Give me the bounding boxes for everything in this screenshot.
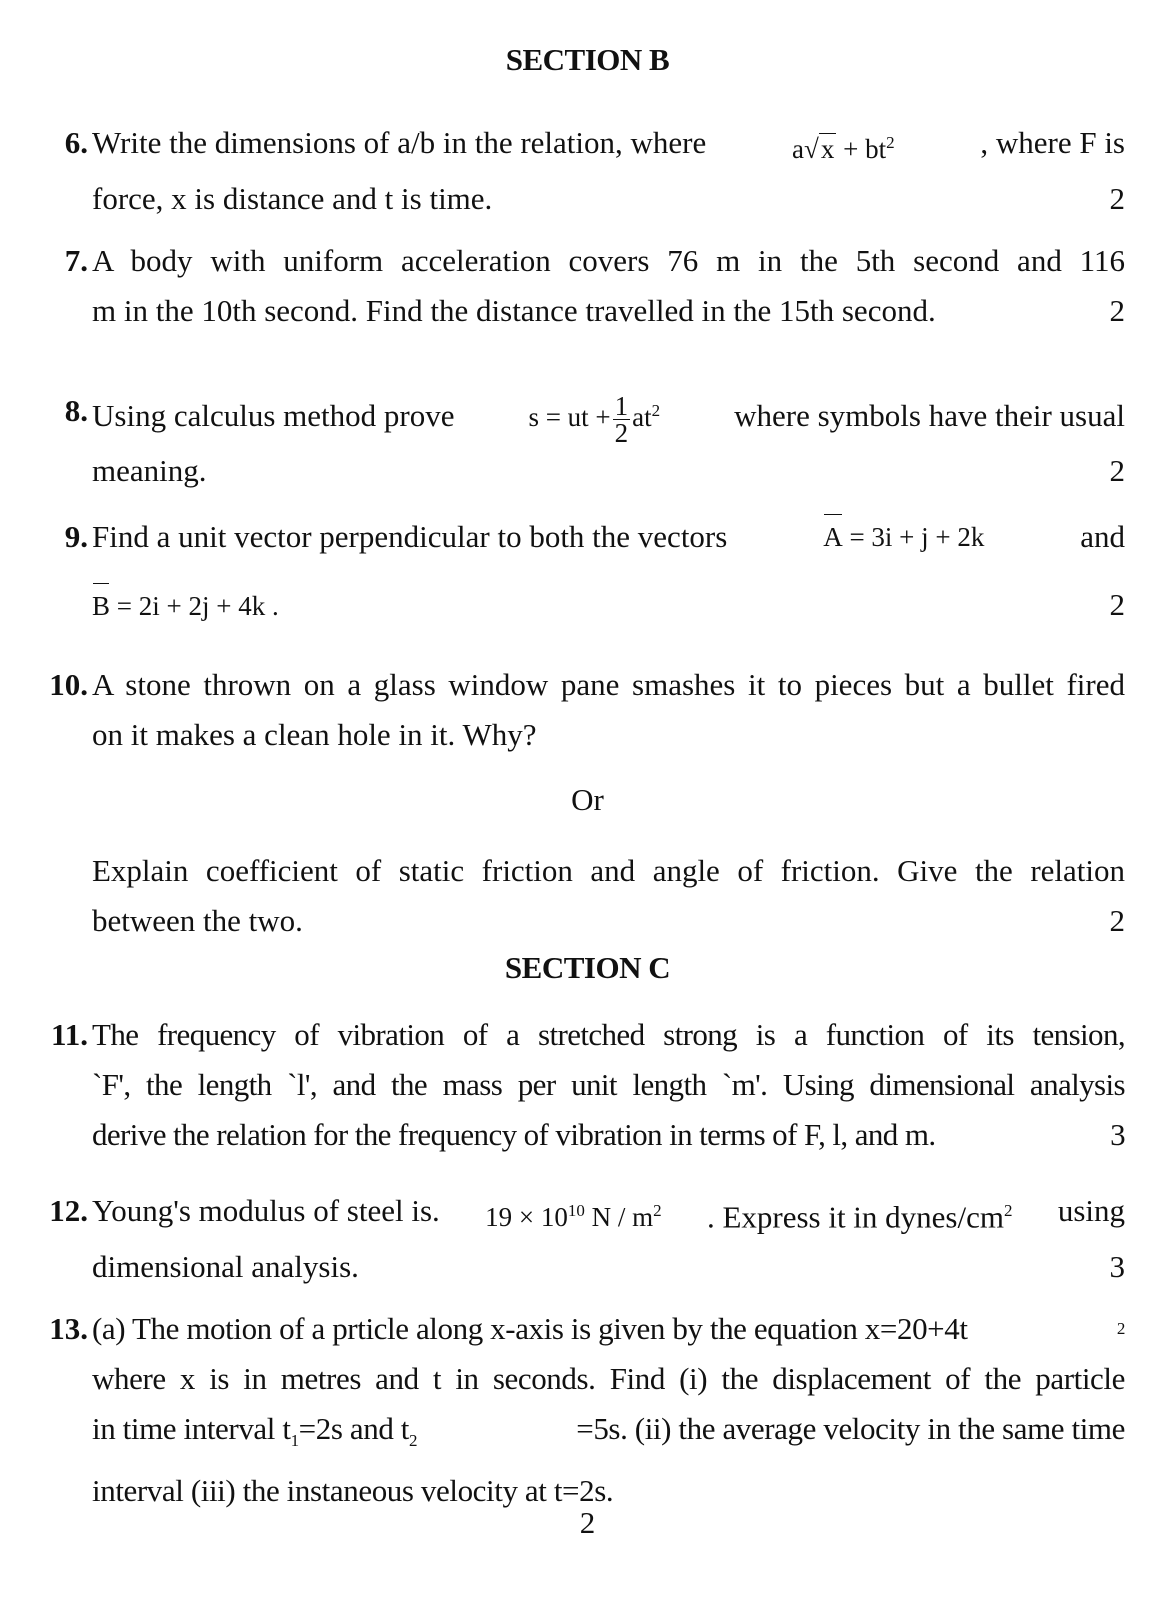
question-11-line-1: The frequency of vibration of a stretched strong is a function of its tension,	[92, 1017, 1125, 1052]
marks: 2	[1109, 453, 1125, 489]
question-7	[30, 236, 1125, 336]
section-b-heading: SECTION B	[505, 42, 670, 77]
vector-b: B = 2i + 2j + 4k .	[92, 591, 279, 621]
question-9-line-1: Find a unit vector perpendicular to both the vectors A = 3i + j + 2k and	[92, 512, 1125, 562]
question-13-line-1: (a) The motion of a prticle along x-axis is given by the equation x=20+4t 2	[92, 1311, 1125, 1346]
question-11-line-2: `F', the length `l', and the mass per unit length `m'. Using dimensional analysis	[92, 1067, 1125, 1102]
question-10	[30, 660, 1125, 760]
question-8	[30, 386, 1125, 496]
question-number: 12.	[49, 1193, 88, 1228]
question-8-line-1: Using calculus method prove s = ut + $\frac{1}{2}$ $at^2$ where symbols have their usual	[92, 386, 1125, 446]
or-separator: Or	[571, 782, 604, 817]
question-number: 8.	[64, 393, 88, 428]
question-11	[30, 1010, 1125, 1160]
page-number: 2	[579, 1505, 596, 1540]
question-number: 11.	[50, 1017, 88, 1052]
question-12-line-2: dimensional analysis. 3	[92, 1242, 1125, 1292]
question-9	[30, 512, 1125, 631]
equation: $19 \times 10^{10}$ N / $m^2$	[485, 1201, 662, 1232]
question-10-line-4: between the two. 2	[92, 896, 1125, 946]
question-6-line-1: Write the dimensions of a/b in the relation, where $a√x + bt^2$ , where F is	[92, 118, 1125, 174]
question-12	[30, 1186, 1125, 1292]
question-number: 10.	[49, 667, 88, 702]
question-13-line-4: interval (iii) the instaneous velocity at t=2s.	[92, 1473, 614, 1509]
question-10-line-3: Explain coefficient of static friction and angle of friction. Give the relation	[92, 853, 1125, 888]
question-number: 9.	[64, 519, 88, 554]
question-7-line-2: m in the 10th second. Find the distance travelled in the 15th second. 2	[92, 286, 1125, 336]
question-6-line-2: force, x is distance and t is time. 2	[92, 174, 1125, 224]
marks: 3	[1110, 1117, 1125, 1152]
question-12-line-1: Young's modulus of steel is. $19 \times 10^{10}$ N / $m^2$ . Express it in dynes/$cm^2$ using	[92, 1186, 1125, 1242]
marks: 2	[1109, 587, 1125, 622]
question-6	[30, 118, 1125, 224]
question-10-alternative	[30, 846, 1125, 946]
question-10-line-1: A stone thrown on a glass window pane smashes it to pieces but a bullet fired	[92, 667, 1125, 702]
marks: 3	[1109, 1249, 1125, 1285]
question-number: 6.	[64, 125, 88, 160]
question-11-line-3: derive the relation for the frequency of vibration in terms of F, l, and m. 3	[92, 1110, 1125, 1160]
section-c-heading: SECTION C	[504, 950, 671, 985]
equation: $a√x + bt^2$	[792, 133, 895, 164]
marks: 2	[1109, 903, 1125, 938]
vector-a: A = 3i + j + 2k	[823, 512, 984, 562]
question-number: 7.	[64, 243, 88, 278]
question-9-line-2	[92, 580, 1125, 631]
question-13-line-2: where x is in metres and t in seconds. Find (i) the displacement of the particle	[92, 1361, 1125, 1396]
question-13	[30, 1304, 1125, 1516]
question-7-line-1: A body with uniform acceleration covers 76 m in the 5th second and 116	[92, 243, 1125, 278]
question-number: 13.	[49, 1311, 88, 1346]
marks: 2	[1109, 293, 1125, 328]
question-13-line-3: in time interval $t_1=2s$ and $t_2$ =5s. (ii) the average velocity in the same time	[92, 1411, 1125, 1451]
marks: 2	[1109, 181, 1125, 216]
question-10-line-2: on it makes a clean hole in it. Why?	[92, 717, 537, 752]
equation: s = ut + $\frac{1}{2}$ $at^2$	[528, 391, 661, 449]
question-8-line-2: meaning. 2	[92, 446, 1125, 496]
